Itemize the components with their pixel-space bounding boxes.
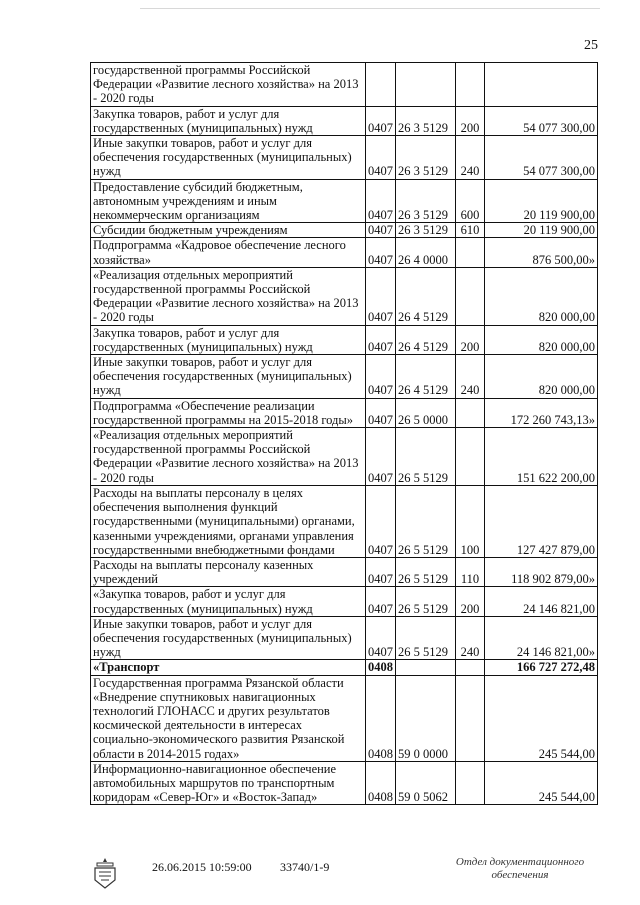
cell-expense-type-code: [456, 761, 485, 805]
budget-table: [90, 62, 598, 805]
cell-item-name: Расходы на выплаты персоналу казенных учреждений: [91, 557, 366, 586]
cell-amount: 245 544,00: [485, 675, 598, 761]
table-row: [91, 616, 598, 660]
cell-amount: 54 077 300,00: [485, 136, 598, 180]
cell-amount: 54 077 300,00: [485, 106, 598, 135]
footer-doc-number: 33740/1-9: [280, 860, 330, 874]
cell-section-code: 0408: [366, 675, 396, 761]
stamp-line-2: обеспечения: [491, 869, 549, 881]
cell-amount: 166 727 272,48: [485, 660, 598, 675]
cell-item-name: Иные закупки товаров, работ и услуг для обеспечения государственных (муниципальных) нужд: [91, 616, 366, 660]
cell-target-article-code: 26 5 5129: [396, 428, 456, 486]
cell-section-code: 0408: [366, 660, 396, 675]
page-footer: [90, 856, 600, 896]
cell-expense-type-code: 240: [456, 136, 485, 180]
cell-expense-type-code: 240: [456, 616, 485, 660]
cell-section-code: 0408: [366, 761, 396, 805]
cell-target-article-code: 26 5 0000: [396, 398, 456, 427]
cell-target-article-code: 26 3 5129: [396, 136, 456, 180]
cell-item-name: Иные закупки товаров, работ и услуг для обеспечения государственных (муниципальных) нужд: [91, 136, 366, 180]
cell-target-article-code: [396, 63, 456, 107]
cell-item-name: «Транспорт: [91, 660, 366, 675]
cell-amount: 245 544,00: [485, 761, 598, 805]
cell-amount: 820 000,00: [485, 267, 598, 325]
table-row: [91, 325, 598, 354]
cell-item-name: Закупка товаров, работ и услуг для государственных (муниципальных) нужд: [91, 106, 366, 135]
cell-amount: 151 622 200,00: [485, 428, 598, 486]
footer-datetime: 26.06.2015 10:59:00: [152, 860, 252, 874]
table-row: [91, 267, 598, 325]
cell-section-code: 0407: [366, 557, 396, 586]
cell-amount: 118 902 879,00»: [485, 557, 598, 586]
cell-expense-type-code: [456, 675, 485, 761]
cell-expense-type-code: [456, 398, 485, 427]
cell-expense-type-code: [456, 267, 485, 325]
cell-section-code: 0407: [366, 485, 396, 557]
cell-item-name: Закупка товаров, работ и услуг для государственных (муниципальных) нужд: [91, 325, 366, 354]
table-row: [91, 675, 598, 761]
cell-item-name: «Реализация отдельных мероприятий государственной программы Российской Федерации «Развитие лесного хозяйства» на 2013 - 2020 годы: [91, 428, 366, 486]
emblem-icon: [90, 856, 120, 890]
cell-target-article-code: 59 0 5062: [396, 761, 456, 805]
cell-section-code: [366, 63, 396, 107]
cell-item-name: Информационно-навигационное обеспечение автомобильных маршрутов по транспортным коридорам «Север-Юг» и «Восток-Запад»: [91, 761, 366, 805]
cell-expense-type-code: 100: [456, 485, 485, 557]
cell-section-code: 0407: [366, 223, 396, 238]
cell-target-article-code: [396, 660, 456, 675]
cell-section-code: 0407: [366, 428, 396, 486]
cell-amount: 820 000,00: [485, 325, 598, 354]
cell-section-code: 0407: [366, 587, 396, 616]
cell-section-code: 0407: [366, 355, 396, 399]
stamp-line-1: Отдел документационного: [455, 856, 585, 868]
table-row: [91, 398, 598, 427]
page-number: 25: [584, 38, 598, 53]
table-row: [91, 238, 598, 267]
cell-target-article-code: 26 5 5129: [396, 616, 456, 660]
table-row: [91, 557, 598, 586]
cell-item-name: Предоставление субсидий бюджетным, автономным учреждениям и иным некоммерческим организациям: [91, 179, 366, 223]
cell-target-article-code: 26 5 5129: [396, 485, 456, 557]
cell-amount: 24 146 821,00: [485, 587, 598, 616]
cell-section-code: 0407: [366, 267, 396, 325]
cell-expense-type-code: [456, 238, 485, 267]
cell-item-name: «Реализация отдельных мероприятий государственной программы Российской Федерации «Развитие лесного хозяйства» на 2013 - 2020 годы: [91, 267, 366, 325]
cell-item-name: Субсидии бюджетным учреждениям: [91, 223, 366, 238]
cell-amount: 876 500,00»: [485, 238, 598, 267]
cell-section-code: 0407: [366, 238, 396, 267]
cell-expense-type-code: 600: [456, 179, 485, 223]
table-row: [91, 63, 598, 107]
cell-item-name: Государственная программа Рязанской области «Внедрение спутниковых навигационных технологий ГЛОНАСС и других результатов космической деятельности в интересах социально-экономического развития Рязанской области в 2014-2015 годах»: [91, 675, 366, 761]
cell-section-code: 0407: [366, 179, 396, 223]
cell-expense-type-code: 200: [456, 325, 485, 354]
cell-amount: [485, 63, 598, 107]
table-row: [91, 428, 598, 486]
cell-section-code: 0407: [366, 106, 396, 135]
table-row: [91, 761, 598, 805]
cell-item-name: Иные закупки товаров, работ и услуг для обеспечения государственных (муниципальных) нужд: [91, 355, 366, 399]
cell-target-article-code: 26 4 5129: [396, 325, 456, 354]
cell-item-name: Подпрограмма «Кадровое обеспечение лесного хозяйства»: [91, 238, 366, 267]
cell-amount: 820 000,00: [485, 355, 598, 399]
cell-expense-type-code: [456, 63, 485, 107]
cell-item-name: Подпрограмма «Обеспечение реализации государственной программы на 2015-2018 годы»: [91, 398, 366, 427]
cell-amount: 20 119 900,00: [485, 179, 598, 223]
cell-target-article-code: 26 3 5129: [396, 223, 456, 238]
cell-target-article-code: 26 4 5129: [396, 355, 456, 399]
cell-target-article-code: 26 5 5129: [396, 557, 456, 586]
cell-target-article-code: 26 3 5129: [396, 106, 456, 135]
cell-section-code: 0407: [366, 398, 396, 427]
table-row: [91, 223, 598, 238]
cell-expense-type-code: 110: [456, 557, 485, 586]
table-row: [91, 106, 598, 135]
cell-expense-type-code: [456, 428, 485, 486]
cell-target-article-code: 26 4 0000: [396, 238, 456, 267]
cell-target-article-code: 59 0 0000: [396, 675, 456, 761]
department-stamp: [450, 856, 590, 882]
cell-expense-type-code: 200: [456, 587, 485, 616]
table-row: [91, 485, 598, 557]
cell-section-code: 0407: [366, 616, 396, 660]
cell-target-article-code: 26 3 5129: [396, 179, 456, 223]
cell-amount: 24 146 821,00»: [485, 616, 598, 660]
table-row: [91, 136, 598, 180]
cell-item-name: «Закупка товаров, работ и услуг для государственных (муниципальных) нужд: [91, 587, 366, 616]
cell-amount: 127 427 879,00: [485, 485, 598, 557]
cell-expense-type-code: 610: [456, 223, 485, 238]
cell-amount: 20 119 900,00: [485, 223, 598, 238]
table-row: [91, 660, 598, 675]
table-row: [91, 179, 598, 223]
cell-expense-type-code: 240: [456, 355, 485, 399]
cell-expense-type-code: [456, 660, 485, 675]
cell-target-article-code: 26 5 5129: [396, 587, 456, 616]
cell-section-code: 0407: [366, 325, 396, 354]
cell-section-code: 0407: [366, 136, 396, 180]
cell-expense-type-code: 200: [456, 106, 485, 135]
cell-item-name: государственной программы Российской Федерации «Развитие лесного хозяйства» на 2013 - 2020 годы: [91, 63, 366, 107]
cell-target-article-code: 26 4 5129: [396, 267, 456, 325]
table-row: [91, 587, 598, 616]
table-row: [91, 355, 598, 399]
cell-amount: 172 260 743,13»: [485, 398, 598, 427]
scan-top-rule: [140, 8, 600, 9]
cell-item-name: Расходы на выплаты персоналу в целях обеспечения выполнения функций государственными (муниципальными) органами, казенными учреждениями, органами управления государственными внебюджетными фондами: [91, 485, 366, 557]
